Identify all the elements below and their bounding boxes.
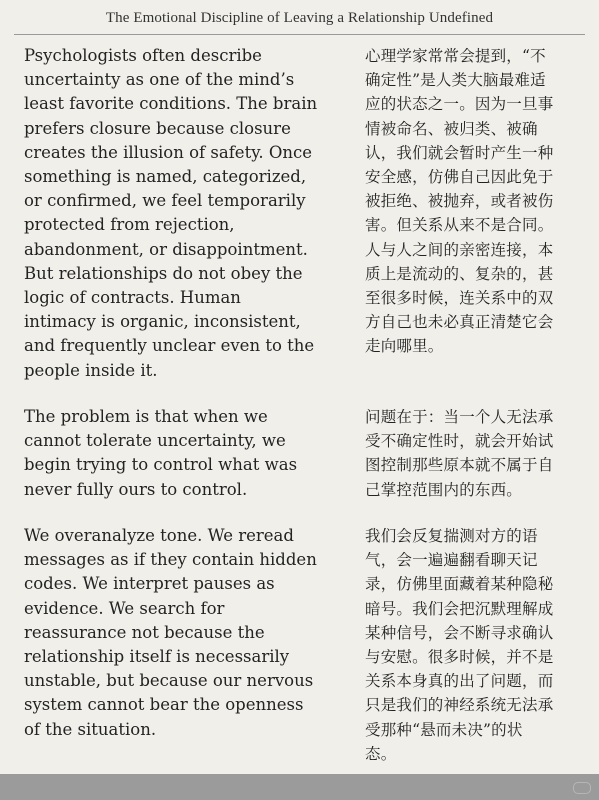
text-line: 心理学家常常会提到，“不	[365, 47, 546, 65]
text-line: We overanalyze tone. We reread	[24, 526, 294, 545]
text-line: The problem is that when we	[24, 407, 268, 426]
text-line: people inside it.	[24, 360, 158, 380]
text-line: unstable, but because our nervous	[24, 671, 314, 691]
text-line: evidence. We search for	[24, 598, 225, 618]
paragraph-3-chinese	[365, 524, 583, 766]
text-line: intimacy is organic, inconsistent,	[24, 312, 301, 332]
text-line: creates the illusion of safety. Once	[24, 142, 312, 162]
text-line: uncertainty as one of the mind’s	[24, 70, 295, 90]
text-line: 应的状态之一。因为一旦事	[365, 95, 554, 114]
text-line: protected from rejection,	[24, 215, 235, 235]
text-line: prefers closure because closure	[24, 118, 291, 138]
text-line: codes. We interpret pauses as	[24, 574, 275, 594]
paragraph-1-english	[24, 44, 330, 383]
text-line: system cannot bear the openness	[24, 695, 304, 715]
text-line: 问题在于：当一个人无法承	[365, 408, 554, 426]
text-line: 己掌控范围内的东西。	[365, 480, 523, 499]
text-line: 情被命名、被归类、被确	[365, 119, 538, 138]
text-line: But relationships do not obey the	[24, 263, 303, 283]
text-line: or confirmed, we feel temporarily	[24, 191, 306, 211]
page-title: The Emotional Discipline of Leaving a Relationship Undefined	[105, 10, 494, 26]
text-line: 某种信号，会不断寻求确认	[365, 623, 554, 642]
text-line: abandonment, or disappointment.	[24, 239, 308, 259]
text-line: something is named, categorized,	[24, 167, 307, 187]
text-line: 人与人之间的亲密连接，本	[365, 240, 554, 259]
text-line: 害。但关系从来不是合同。	[365, 216, 554, 235]
text-line: 态。	[365, 744, 397, 763]
text-line: 受不确定性时，就会开始试	[365, 432, 554, 451]
text-line: 气，会一遍遍翻看聊天记	[365, 551, 538, 570]
text-line: messages as if they contain hidden	[24, 550, 317, 570]
text-line: 至很多时候，连关系中的双	[365, 289, 554, 308]
text-line: least favorite conditions. The brain	[24, 94, 318, 114]
text-line: and frequently unclear even to the	[24, 336, 315, 356]
text-line: 关系本身真的出了问题，而	[365, 672, 554, 691]
text-line: Psychologists often describe	[24, 46, 262, 65]
text-line: 受那种“悬而未决”的状	[365, 720, 523, 739]
text-line: 暗号。我们会把沉默理解成	[365, 599, 554, 618]
text-line: 走向哪里。	[365, 337, 444, 356]
text-line: 录，仿佛里面藏着某种隐秘	[365, 575, 554, 594]
title-divider	[14, 34, 585, 35]
text-line: reassurance not because the	[24, 622, 265, 642]
text-line: 质上是流动的、复杂的，甚	[365, 264, 554, 283]
text-line: 被拒绝、被抛弃，或者被伤	[365, 192, 554, 211]
text-line: 确定性”是人类大脑最难适	[365, 71, 546, 90]
text-line: cannot tolerate uncertainty, we	[24, 431, 286, 451]
text-line: 只是我们的神经系统无法承	[365, 696, 554, 715]
text-line: begin trying to control what was	[24, 455, 298, 475]
text-line: logic of contracts. Human	[24, 288, 241, 308]
footer-bar	[0, 774, 599, 800]
text-line: relationship itself is necessarily	[24, 647, 290, 667]
paragraph-1-chinese	[365, 44, 583, 359]
text-line: of the situation.	[24, 719, 157, 739]
text-line: 图控制那些原本就不属于自	[365, 456, 554, 475]
paragraph-2-chinese	[365, 405, 583, 502]
text-line: 认，我们就会暂时产生一种	[365, 143, 554, 162]
watermark-icon	[573, 782, 591, 794]
text-line: 安全感，仿佛自己因此免于	[365, 168, 554, 187]
text-line: never fully ours to control.	[24, 479, 248, 499]
text-line: 方自己也未必真正清楚它会	[365, 313, 554, 332]
paragraph-2-english	[24, 405, 330, 502]
text-line: 我们会反复揣测对方的语	[365, 527, 538, 545]
text-line: 与安慰。很多时候，并不是	[365, 648, 554, 667]
paragraph-3-english	[24, 524, 330, 742]
